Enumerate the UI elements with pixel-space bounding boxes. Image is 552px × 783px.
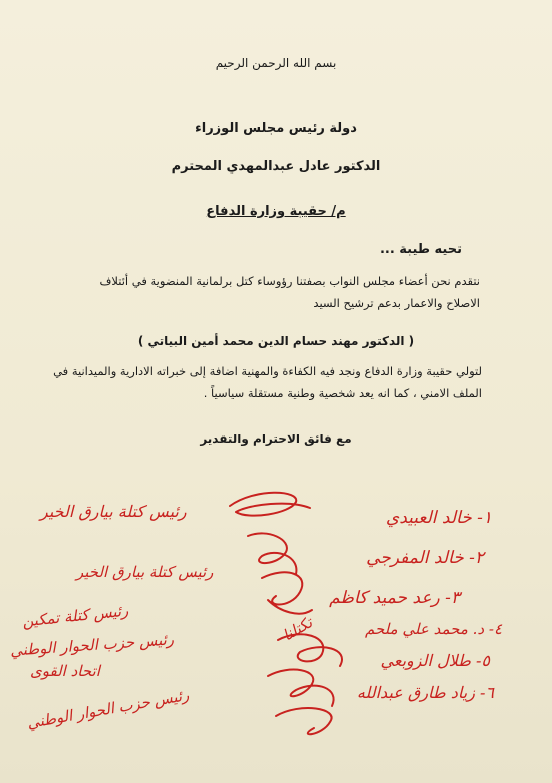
signature-2 [248, 533, 296, 574]
handwritten-name-2: ٢- خالد المفرجي [366, 548, 484, 568]
handwritten-name-4: ٤- د. محمد علي ملحم [365, 620, 502, 638]
nominee-name: ( الدكتور مهند حسام الدين محمد أمين البياتي ) [137, 334, 415, 348]
basmala: بسم الله الرحمن الرحيم [215, 56, 337, 70]
handwritten-name-5: ٥- طلال الزوبعي [380, 651, 490, 670]
handwritten-name-3: ٣- رعد حميد كاظم [329, 588, 460, 608]
signature-4 [278, 634, 342, 666]
signature-1 [230, 493, 310, 516]
addressee-name: الدكتور عادل عبدالمهدي المحترم [171, 159, 381, 174]
handwritten-marginal-note: تكتلنا [279, 613, 316, 645]
addressee-title: دولة رئيس مجلس الوزراء [195, 121, 357, 136]
subject-line: م/ حقيبة وزارة الدفاع [206, 204, 346, 219]
paragraph-2-line-1: لتولي حقيبة وزارة الدفاع ونجد فيه الكفاءة والمهنية اضافة إلى خبراته الادارية والميدانية في [53, 364, 482, 378]
signature-3 [262, 572, 312, 613]
handwritten-title-5: اتحاد القوى [30, 662, 100, 680]
paragraph-1-line-2: الاصلاح والاعمار بدعم ترشيح السيد [313, 296, 480, 310]
signature-6 [276, 708, 332, 734]
handwritten-title-1: رئيس كتلة بيارق الخير [40, 502, 187, 521]
handwritten-title-4: رئيس حزب الحوار الوطني [9, 630, 175, 660]
paragraph-1-line-1: نتقدم نحن أعضاء مجلس النواب بصفتنا رؤوساء كتل برلمانية المنضوية في أئتلاف [99, 274, 480, 288]
signature-5 [268, 670, 334, 706]
handwritten-name-1: ١- خالد العبيدي [385, 508, 492, 528]
handwritten-title-2: رئيس كتلة بيارق الخير [76, 563, 214, 581]
handwritten-title-6: رئيس حزب الحوار الوطني [25, 685, 191, 733]
paragraph-2-line-2: الملف الامني ، كما انه يعد شخصية وطنية مستقلة سياسياً . [203, 386, 482, 400]
handwritten-title-3: رئيس كتلة تمكين [21, 601, 130, 631]
greeting: تحيه طيبة ... [379, 242, 462, 257]
closing-line: مع فائق الاحترام والتقدير [200, 432, 352, 446]
handwritten-name-6: ٦- زياد طارق عبدالله [356, 683, 494, 702]
